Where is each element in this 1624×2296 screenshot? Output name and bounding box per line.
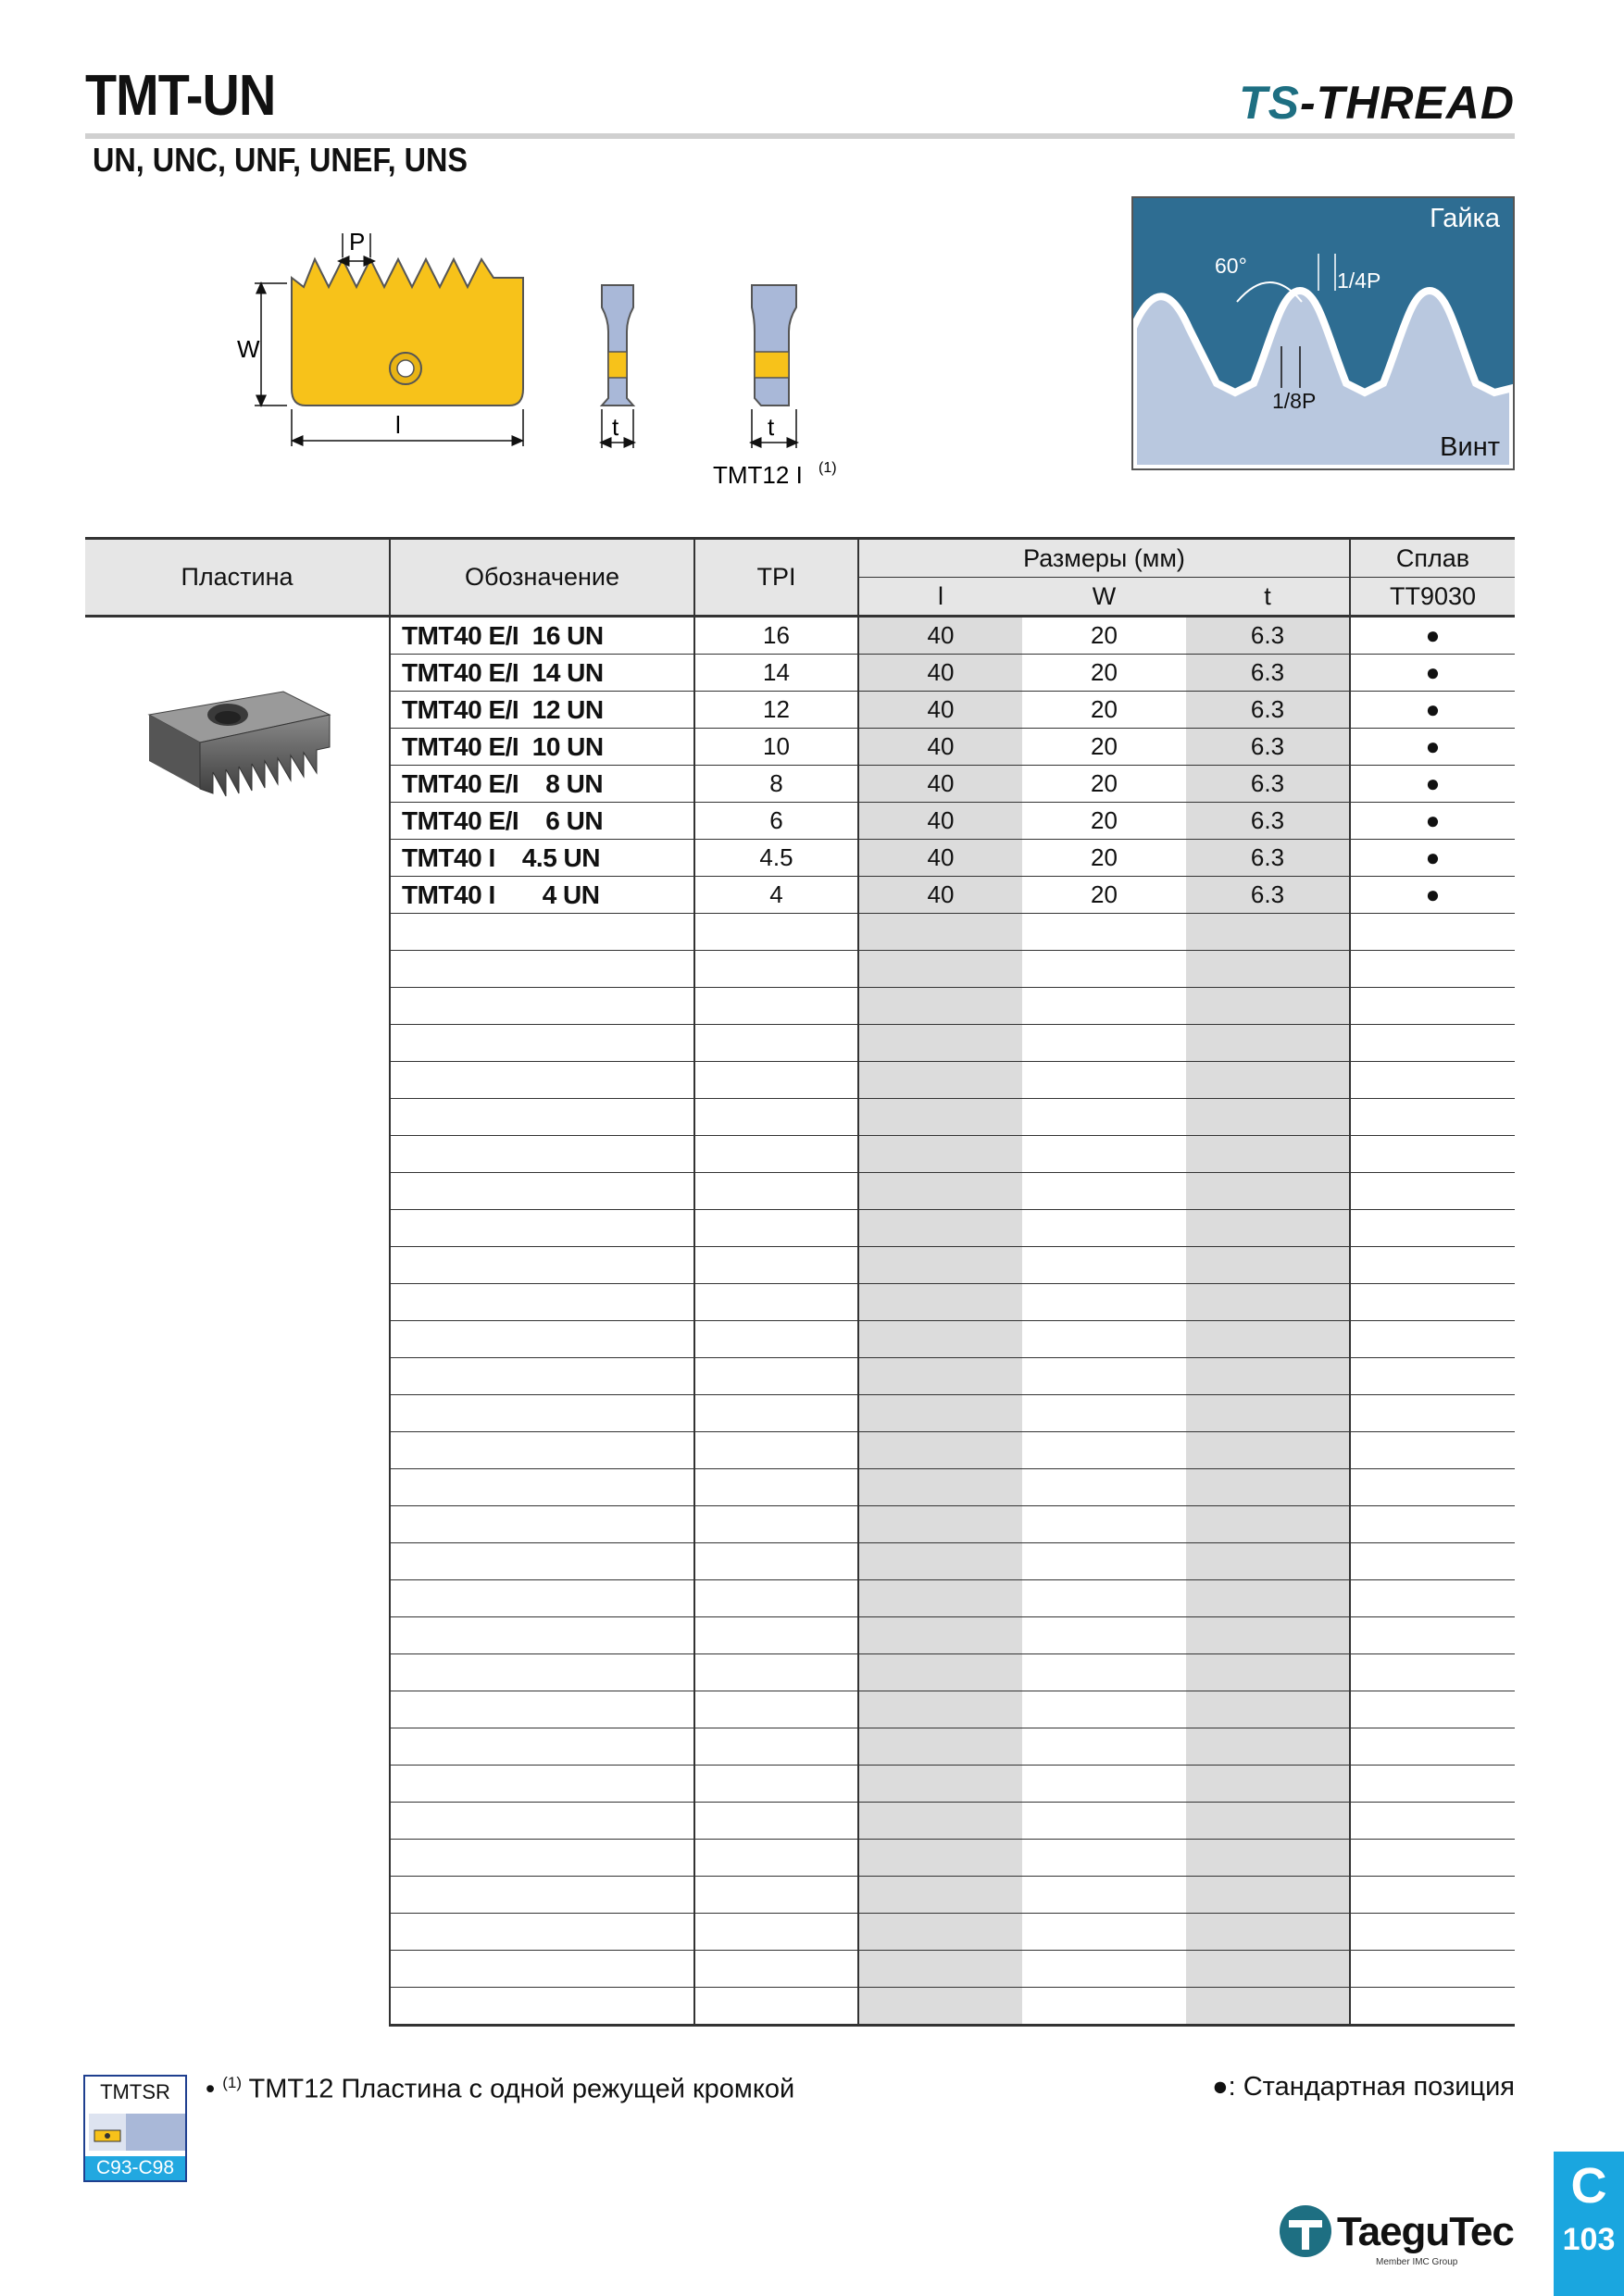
empty-cell	[858, 1432, 1022, 1469]
empty-cell	[1350, 1914, 1515, 1951]
empty-cell	[1186, 1284, 1350, 1321]
empty-cell	[1022, 1247, 1186, 1284]
insert-photo	[117, 664, 357, 812]
designation-cell: TMT40 E/I 12 UN	[390, 692, 694, 729]
table-body	[85, 617, 1515, 2026]
taegutec-logo: TaeguTec	[1337, 2209, 1514, 2254]
designation-cell: TMT40 E/I 8 UN	[390, 766, 694, 803]
section-letter: C	[1570, 2158, 1607, 2214]
grade-cell: ●	[1350, 803, 1515, 840]
empty-cell	[858, 1951, 1022, 1988]
l-cell: 40	[858, 729, 1022, 766]
empty-cell	[1186, 1580, 1350, 1617]
empty-cell	[1022, 1025, 1186, 1062]
empty-cell	[1022, 914, 1186, 951]
footnote-sup: (1)	[222, 2074, 242, 2091]
empty-cell	[1186, 1988, 1350, 2026]
designation-cell: TMT40 E/I 14 UN	[390, 655, 694, 692]
empty-cell	[694, 1803, 858, 1840]
empty-cell	[694, 951, 858, 988]
label-l: l	[395, 411, 401, 439]
empty-cell	[694, 1728, 858, 1766]
screw-label: Винт	[1440, 432, 1500, 462]
empty-cell	[1022, 1358, 1186, 1395]
empty-cell	[1022, 1580, 1186, 1617]
empty-cell	[858, 988, 1022, 1025]
empty-cell	[858, 951, 1022, 988]
empty-cell	[694, 1543, 858, 1580]
empty-cell	[1186, 914, 1350, 951]
tpi-cell: 12	[694, 692, 858, 729]
empty-cell	[1350, 1803, 1515, 1840]
empty-cell	[1350, 1580, 1515, 1617]
empty-cell	[1022, 1062, 1186, 1099]
header-divider	[85, 133, 1515, 139]
l-cell: 40	[858, 692, 1022, 729]
empty-cell	[1022, 1210, 1186, 1247]
empty-cell	[390, 1062, 694, 1099]
empty-cell	[390, 1988, 694, 2026]
empty-cell	[1186, 1543, 1350, 1580]
angle-label: 60°	[1215, 254, 1247, 278]
empty-cell	[858, 1580, 1022, 1617]
empty-cell	[1022, 1617, 1186, 1654]
empty-cell	[858, 1543, 1022, 1580]
empty-cell	[858, 1988, 1022, 2026]
grade-cell: ●	[1350, 877, 1515, 914]
empty-cell	[1350, 1728, 1515, 1766]
empty-cell	[1186, 1654, 1350, 1691]
holder-page-ref: C93-C98	[85, 2156, 185, 2180]
empty-cell	[694, 1173, 858, 1210]
empty-cell	[390, 1506, 694, 1543]
empty-cell	[694, 1951, 858, 1988]
empty-cell	[1186, 1691, 1350, 1728]
empty-cell	[1350, 1062, 1515, 1099]
empty-cell	[694, 1099, 858, 1136]
empty-cell	[390, 988, 694, 1025]
grade-cell: ●	[1350, 729, 1515, 766]
tpi-cell: 16	[694, 617, 858, 655]
label-w: W	[237, 335, 260, 363]
empty-cell	[1186, 951, 1350, 988]
empty-cell	[694, 1654, 858, 1691]
w-cell: 20	[1022, 803, 1186, 840]
empty-cell	[390, 1247, 694, 1284]
empty-cell	[694, 1247, 858, 1284]
col-header-t: t	[1186, 578, 1350, 617]
holder-reference-box[interactable]	[83, 2075, 187, 2182]
empty-cell	[1022, 1728, 1186, 1766]
empty-cell	[390, 1766, 694, 1803]
page-number: 103	[1562, 2222, 1616, 2257]
insert-side-view	[602, 285, 633, 406]
empty-cell	[694, 1691, 858, 1728]
l-cell: 40	[858, 840, 1022, 877]
col-header-l: l	[858, 578, 1022, 617]
taegutec-logo-icon	[1278, 2203, 1333, 2259]
l-cell: 40	[858, 766, 1022, 803]
w-cell: 20	[1022, 877, 1186, 914]
empty-cell	[858, 1395, 1022, 1432]
section-tab	[1554, 2152, 1624, 2296]
empty-cell	[1350, 1358, 1515, 1395]
w-cell: 20	[1022, 655, 1186, 692]
col-header-tpi: TPI	[694, 539, 858, 617]
designation-cell: TMT40 E/I 6 UN	[390, 803, 694, 840]
empty-cell	[858, 1803, 1022, 1840]
empty-cell	[1350, 1284, 1515, 1321]
empty-cell	[694, 1062, 858, 1099]
empty-cell	[694, 1506, 858, 1543]
col-header-grade-name: TT9030	[1350, 578, 1515, 617]
empty-cell	[858, 1136, 1022, 1173]
grade-cell: ●	[1350, 692, 1515, 729]
tpi-cell: 4	[694, 877, 858, 914]
empty-cell	[1022, 1951, 1186, 1988]
tpi-cell: 8	[694, 766, 858, 803]
l-cell: 40	[858, 877, 1022, 914]
empty-cell	[1186, 1210, 1350, 1247]
col-header-insert: Пластина	[85, 539, 390, 617]
empty-cell	[390, 1432, 694, 1469]
empty-cell	[1022, 1284, 1186, 1321]
empty-cell	[390, 1284, 694, 1321]
col-header-dimensions: Размеры (мм)	[858, 539, 1350, 578]
empty-cell	[694, 914, 858, 951]
designation-cell: TMT40 E/I 16 UN	[390, 617, 694, 655]
empty-cell	[1022, 1099, 1186, 1136]
empty-cell	[1022, 1469, 1186, 1506]
empty-cell	[858, 1877, 1022, 1914]
empty-cell	[1186, 1358, 1350, 1395]
thread-profile-illustration	[1131, 196, 1515, 470]
diagram-caption-sup: (1)	[818, 460, 837, 476]
empty-cell	[858, 1506, 1022, 1543]
empty-cell	[858, 1025, 1022, 1062]
empty-cell	[1350, 914, 1515, 951]
empty-cell	[390, 1654, 694, 1691]
empty-cell	[694, 1136, 858, 1173]
empty-cell	[1350, 1210, 1515, 1247]
empty-cell	[1022, 1914, 1186, 1951]
footnote-text: TMT12 Пластина с одной режущей кромкой	[248, 2074, 795, 2104]
empty-cell	[1022, 1803, 1186, 1840]
standard-item-legend: ●: Стандартная позиция	[1212, 2072, 1515, 2102]
col-header-grade: Сплав	[1350, 539, 1515, 578]
empty-cell	[694, 1321, 858, 1358]
grade-cell: ●	[1350, 840, 1515, 877]
empty-cell	[694, 1988, 858, 2026]
empty-cell	[1186, 1321, 1350, 1358]
w-cell: 20	[1022, 692, 1186, 729]
empty-cell	[390, 1803, 694, 1840]
designation-cell: TMT40 I 4 UN	[390, 877, 694, 914]
empty-cell	[390, 1840, 694, 1877]
col-header-w: W	[1022, 578, 1186, 617]
t-cell: 6.3	[1186, 655, 1350, 692]
empty-cell	[1186, 1395, 1350, 1432]
tpi-cell: 6	[694, 803, 858, 840]
l-cell: 40	[858, 617, 1022, 655]
empty-cell	[1022, 1432, 1186, 1469]
l-cell: 40	[858, 655, 1022, 692]
w-cell: 20	[1022, 766, 1186, 803]
footnote-bullet: •	[206, 2074, 216, 2104]
t-cell: 6.3	[1186, 617, 1350, 655]
empty-cell	[1186, 1247, 1350, 1284]
holder-label: TMTSR	[100, 2080, 170, 2103]
holder-icon	[87, 2110, 187, 2156]
empty-cell	[1022, 1543, 1186, 1580]
empty-cell	[1186, 1766, 1350, 1803]
empty-cell	[390, 1914, 694, 1951]
t-cell: 6.3	[1186, 840, 1350, 877]
col-header-designation: Обозначение	[390, 539, 694, 617]
t-cell: 6.3	[1186, 877, 1350, 914]
grade-cell: ●	[1350, 766, 1515, 803]
empty-cell	[1186, 1803, 1350, 1840]
empty-cell	[1350, 1173, 1515, 1210]
empty-cell	[1350, 1247, 1515, 1284]
empty-cell	[1350, 1136, 1515, 1173]
empty-cell	[694, 1025, 858, 1062]
label-t-2: t	[768, 413, 775, 441]
empty-cell	[1022, 1840, 1186, 1877]
tpi-cell: 14	[694, 655, 858, 692]
empty-cell	[1186, 1728, 1350, 1766]
empty-cell	[390, 1728, 694, 1766]
empty-cell	[694, 1766, 858, 1803]
empty-cell	[694, 1358, 858, 1395]
empty-cell	[858, 914, 1022, 951]
tpi-cell: 10	[694, 729, 858, 766]
empty-cell	[858, 1062, 1022, 1099]
t-cell: 6.3	[1186, 766, 1350, 803]
empty-cell	[694, 1395, 858, 1432]
empty-cell	[858, 1247, 1022, 1284]
empty-cell	[858, 1654, 1022, 1691]
insert-side-view-single	[752, 285, 796, 406]
empty-cell	[390, 1543, 694, 1580]
empty-cell	[390, 1395, 694, 1432]
w-cell: 20	[1022, 729, 1186, 766]
empty-cell	[858, 1284, 1022, 1321]
empty-cell	[858, 1321, 1022, 1358]
w-cell: 20	[1022, 617, 1186, 655]
empty-cell	[694, 1432, 858, 1469]
page-title: TMT-UN	[85, 64, 276, 128]
empty-cell	[1350, 1432, 1515, 1469]
empty-cell	[1350, 1617, 1515, 1654]
insert-dimension-diagram	[222, 222, 870, 500]
empty-cell	[694, 1469, 858, 1506]
empty-cell	[1022, 1173, 1186, 1210]
logo-subtitle: Member IMC Group	[1376, 2257, 1458, 2267]
empty-cell	[1350, 1395, 1515, 1432]
empty-cell	[858, 1173, 1022, 1210]
empty-cell	[1186, 1840, 1350, 1877]
empty-cell	[858, 1099, 1022, 1136]
empty-cell	[390, 1691, 694, 1728]
empty-cell	[858, 1766, 1022, 1803]
empty-cell	[390, 1210, 694, 1247]
empty-cell	[390, 1877, 694, 1914]
empty-cell	[1022, 951, 1186, 988]
empty-cell	[390, 1358, 694, 1395]
empty-cell	[1350, 1840, 1515, 1877]
empty-cell	[390, 1617, 694, 1654]
empty-cell	[1350, 1691, 1515, 1728]
empty-cell	[1186, 1432, 1350, 1469]
empty-cell	[390, 1469, 694, 1506]
empty-cell	[1350, 1951, 1515, 1988]
brand-rest: -THREAD	[1300, 77, 1515, 129]
insert-table	[85, 537, 1515, 2027]
empty-cell	[1186, 1877, 1350, 1914]
empty-cell	[1186, 1099, 1350, 1136]
empty-cell	[1186, 1469, 1350, 1506]
t-cell: 6.3	[1186, 692, 1350, 729]
empty-cell	[858, 1469, 1022, 1506]
empty-cell	[694, 1877, 858, 1914]
empty-cell	[858, 1914, 1022, 1951]
empty-cell	[1186, 1173, 1350, 1210]
footnote	[206, 2074, 794, 2105]
empty-cell	[694, 1580, 858, 1617]
empty-cell	[858, 1358, 1022, 1395]
nut-label: Гайка	[1430, 204, 1500, 233]
empty-cell	[858, 1691, 1022, 1728]
brand-logo	[1239, 76, 1515, 130]
empty-cell	[390, 1580, 694, 1617]
empty-cell	[694, 988, 858, 1025]
empty-cell	[1022, 1395, 1186, 1432]
empty-cell	[390, 1321, 694, 1358]
table-row	[85, 617, 1515, 655]
empty-cell	[1350, 1877, 1515, 1914]
empty-cell	[1186, 1025, 1350, 1062]
eighth-pitch-label: 1/8P	[1272, 389, 1317, 413]
tpi-cell: 4.5	[694, 840, 858, 877]
empty-cell	[1022, 1877, 1186, 1914]
empty-cell	[1186, 988, 1350, 1025]
empty-cell	[1350, 988, 1515, 1025]
designation-cell: TMT40 I 4.5 UN	[390, 840, 694, 877]
empty-cell	[1350, 1988, 1515, 2026]
l-cell: 40	[858, 803, 1022, 840]
empty-cell	[1186, 1062, 1350, 1099]
empty-cell	[1022, 1136, 1186, 1173]
empty-cell	[694, 1914, 858, 1951]
empty-cell	[858, 1840, 1022, 1877]
empty-cell	[1186, 1136, 1350, 1173]
empty-cell	[858, 1210, 1022, 1247]
w-cell: 20	[1022, 840, 1186, 877]
empty-cell	[694, 1840, 858, 1877]
empty-cell	[694, 1617, 858, 1654]
quarter-pitch-label: 1/4P	[1337, 268, 1381, 293]
empty-cell	[1186, 1617, 1350, 1654]
insert-photo-cell	[85, 617, 390, 2026]
t-cell: 6.3	[1186, 803, 1350, 840]
label-p: P	[349, 228, 366, 256]
grade-cell: ●	[1350, 655, 1515, 692]
empty-cell	[1022, 1506, 1186, 1543]
empty-cell	[694, 1210, 858, 1247]
grade-cell: ●	[1350, 617, 1515, 655]
empty-cell	[694, 1284, 858, 1321]
empty-cell	[390, 914, 694, 951]
empty-cell	[1350, 1321, 1515, 1358]
empty-cell	[390, 1025, 694, 1062]
empty-cell	[1350, 1506, 1515, 1543]
designation-cell: TMT40 E/I 10 UN	[390, 729, 694, 766]
empty-cell	[1022, 1321, 1186, 1358]
empty-cell	[1350, 1025, 1515, 1062]
empty-cell	[1186, 1914, 1350, 1951]
empty-cell	[1350, 1766, 1515, 1803]
empty-cell	[1022, 988, 1186, 1025]
empty-cell	[1186, 1951, 1350, 1988]
empty-cell	[390, 1951, 694, 1988]
empty-cell	[1022, 1691, 1186, 1728]
diagram-caption: TMT12 I	[713, 461, 803, 489]
empty-cell	[1022, 1766, 1186, 1803]
t-cell: 6.3	[1186, 729, 1350, 766]
empty-cell	[1022, 1654, 1186, 1691]
empty-cell	[1350, 1469, 1515, 1506]
brand-prefix: TS	[1239, 77, 1301, 129]
empty-cell	[1350, 1654, 1515, 1691]
empty-cell	[1350, 1543, 1515, 1580]
empty-cell	[858, 1617, 1022, 1654]
empty-cell	[1350, 951, 1515, 988]
empty-cell	[390, 1099, 694, 1136]
empty-cell	[1022, 1988, 1186, 2026]
empty-cell	[1186, 1506, 1350, 1543]
empty-cell	[858, 1728, 1022, 1766]
label-t: t	[612, 413, 619, 441]
empty-cell	[390, 951, 694, 988]
empty-cell	[390, 1173, 694, 1210]
page-subtitle: UN, UNC, UNF, UNEF, UNS	[93, 141, 468, 179]
empty-cell	[390, 1136, 694, 1173]
empty-cell	[1350, 1099, 1515, 1136]
